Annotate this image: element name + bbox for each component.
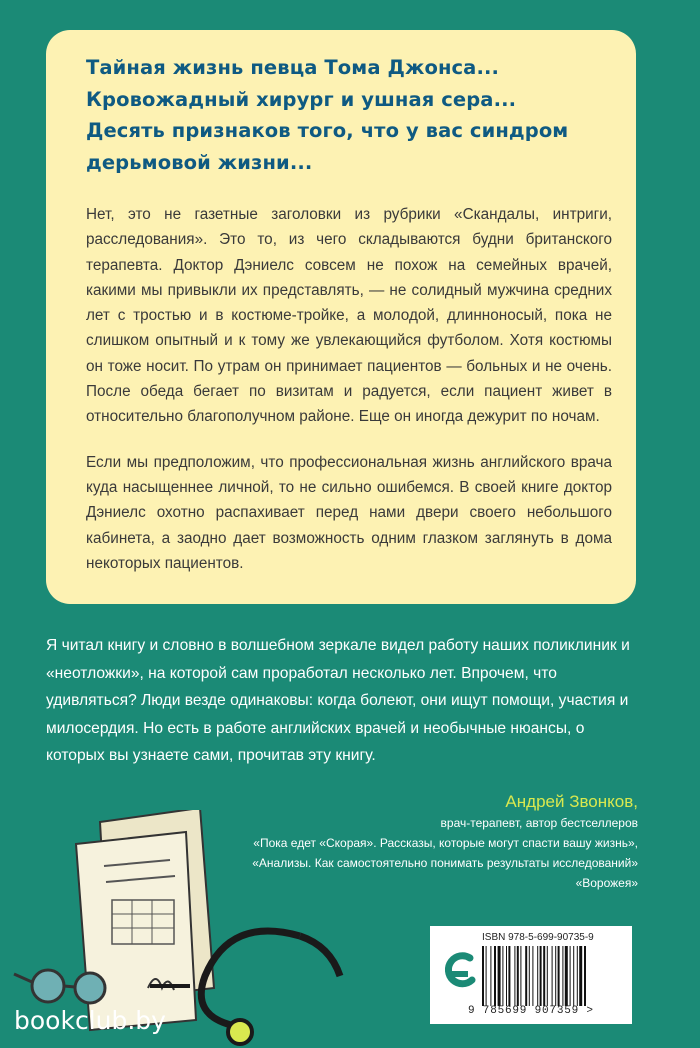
author-title: врач-терапевт, автор бестселлеров [440, 816, 638, 830]
author-book-1: «Пока едет «Скорая». Рассказы, которые могут спасти вашу жизнь», [253, 836, 638, 850]
headline-line: Тайная жизнь певца Тома Джонса... [86, 56, 499, 79]
isbn-label: ISBN 978-5-699-90735-9 [482, 932, 594, 943]
headline-line: дерьмовой жизни... [86, 150, 313, 174]
publisher-logo-icon [440, 944, 478, 1006]
author-book-3: «Ворожея» [575, 876, 638, 890]
annotation-paragraph-1: Нет, это не газетные заголовки из рубрики «Скандалы, интриги, расследования». Это то, из чего складываются будни британского терапевта. Доктор Дэниелс совсем не похож на семейных врачей, какими мы привыкли их представлять, — не солидный мужчина средних лет с тростью и в костюме-тройке, а молодой, длинноносый, пока не слишком опытный и к тому же увлекающийся футболом. Хотя костюмы он тоже носит. По утрам он принимает пациентов — больных и не очень. После обеда бегает по визитам и радуется, если пациент живет в относительно благополучном районе. Еще он иногда дежурит по ночам. [86, 206, 612, 426]
headline-list [86, 52, 612, 178]
barcode-number: 9 785699 907359 > [468, 1005, 594, 1017]
headline-line: Кровожадный хирург и ушная сера... [86, 87, 517, 111]
website-label: bookclub.by [14, 1006, 166, 1035]
glasses-illustration [14, 970, 105, 1003]
headline-line: Десять признаков того, что у вас синдром [86, 119, 569, 142]
author-book-2: «Анализы. Как самостоятельно понимать результаты исследований» [252, 856, 638, 870]
barcode [482, 946, 622, 1006]
author-name: Андрей Звонков, [505, 792, 638, 811]
annotation-panel [46, 30, 636, 604]
annotation-paragraph-2: Если мы предположим, что профессиональная жизнь английского врача куда насыщеннее личной, то не сильно ошибемся. В своей книге доктор Дэниелс охотно распахивает перед нами двери своего небольшого кабинета, а заодно дает возможность одним глазком заглянуть в дома некоторых пациентов. [86, 453, 612, 572]
review-quote: Я читал книгу и словно в волшебном зеркале видел работу наших поликлиник и «неотложки», на которой сам проработал несколько лет. Впрочем, что удивляться? Люди везде одинаковы: когда болеют, они ищут помощи, участия и милосердия. Но есть в работе английских врачей и необычные нюансы, о которых вы узнаете сами, прочитав эту книгу. [46, 637, 630, 764]
